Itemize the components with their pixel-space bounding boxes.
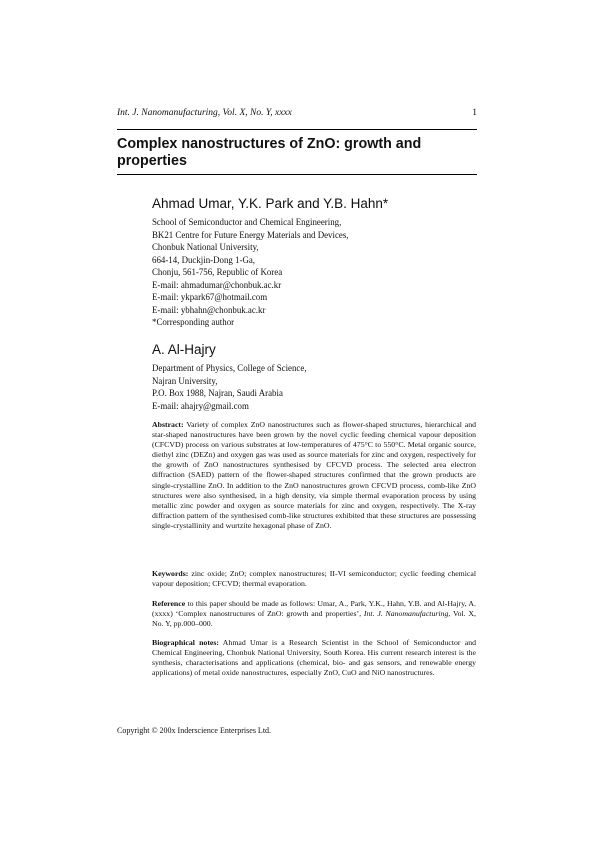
running-header: [117, 108, 477, 122]
keywords: [152, 569, 476, 589]
title-bottom-rule: [117, 174, 477, 175]
reference-label: Reference: [152, 599, 186, 608]
affiliation-line: School of Semiconductor and Chemical Engineering,: [152, 217, 342, 227]
affiliation-2: [152, 362, 482, 412]
reference-journal: Int. J. Nanomanufacturing,: [363, 609, 451, 619]
reference-text: to this paper should be made as follows: Umar, A., Park, Y.K., Hahn, Y.B. and Al-Hajry, A. (xxxx) ‘Complex nanostructures of ZnO: growth and properties’,: [152, 599, 476, 619]
email-line: E-mail: ykpark67@hotmail.com: [152, 292, 268, 302]
affiliation-line: Chonbuk National University,: [152, 242, 259, 252]
title-top-rule: [117, 129, 477, 130]
page-number: 1: [472, 108, 477, 118]
affiliation-line: BK21 Centre for Future Energy Materials and Devices,: [152, 229, 349, 240]
copyright-notice: Copyright © 200x Inderscience Enterprises Ltd.: [117, 726, 272, 735]
email-line: E-mail: ahajry@gmail.com: [152, 400, 249, 411]
abstract-label: Abstract:: [152, 420, 184, 429]
affiliation-line: Chonju, 561-756, Republic of Korea: [152, 267, 283, 277]
abstract-text: Variety of complex ZnO nanostructures such as flower-shaped structures, hierarchical and star-shaped nanostructures have been grown by the novel cyclic feeding chemical vapour deposition (CFCVD) process on various substrates at low-temperatures of 475°C to 550°C. Metal organic source, diethyl zinc (DEZn) and oxygen gas was used as source materials for zinc and oxygen, respectively for the growth of ZnO nanostructures synthesised by CFCVD process. The selected area electron diffraction (SAED) pattern of the flower-shaped structures confirmed that the grown products are single-crystalline ZnO. In addition to the ZnO nanostructures grown CFCVD process, comb-like ZnO structures were also synthesised, in a high density, via simple thermal evaporation process by using metallic zinc powder and oxygen as source materials for zinc and oxygen, respectively. The X-ray diffraction pattern of the synthesised comb-like structures exhibited that these structures are possessing single-crystallinity and wurtzite hexagonal phase of ZnO.: [152, 420, 476, 530]
bio-label: Biographical notes:: [152, 638, 220, 647]
keywords-text: zinc oxide; ZnO; complex nanostructures; II-VI semiconductor; cyclic feeding chemical vapour deposition; CFCVD; thermal evaporation.: [152, 569, 476, 589]
affiliation-line: P.O. Box 1988, Najran, Saudi Arabia: [152, 388, 283, 398]
affiliation-line: 664-14, Duckjin-Dong 1-Ga,: [152, 254, 256, 265]
keywords-label: Keywords:: [152, 569, 189, 578]
author-group-1: Ahmad Umar, Y.K. Park and Y.B. Hahn*: [152, 196, 389, 211]
abstract: [152, 420, 476, 531]
author-group-2: A. Al-Hajry: [152, 342, 216, 357]
corresponding-author-note: *Corresponding author: [152, 317, 235, 327]
paper-title: Complex nanostructures of ZnO: growth and properties: [117, 136, 422, 169]
affiliation-line: Najran University,: [152, 375, 218, 386]
email-line: E-mail: ybhahn@chonbuk.ac.kr: [152, 304, 266, 315]
biographical-notes: [152, 638, 476, 678]
reference-note: [152, 599, 476, 629]
bio-text: Ahmad Umar is a Research Scientist in the School of Semiconductor and Chemical Engineering, Chonbuk National University, South Korea. His current research interest is the synthesis, characterisations and applications (chemical, bio- and gas sensors, and renewable energy applications) of metal oxide nanostructures, especially ZnO, CuO and NiO nanostructures.: [152, 638, 476, 678]
affiliation-1: [152, 216, 482, 329]
affiliation-line: Department of Physics, College of Science,: [152, 363, 307, 373]
email-line: E-mail: ahmadumar@chonbuk.ac.kr: [152, 279, 282, 290]
journal-citation: Int. J. Nanomanufacturing, Vol. X, No. Y, xxxx: [117, 108, 292, 118]
reference-volume: Vol. X, No. Y, pp.000–000.: [152, 609, 476, 629]
